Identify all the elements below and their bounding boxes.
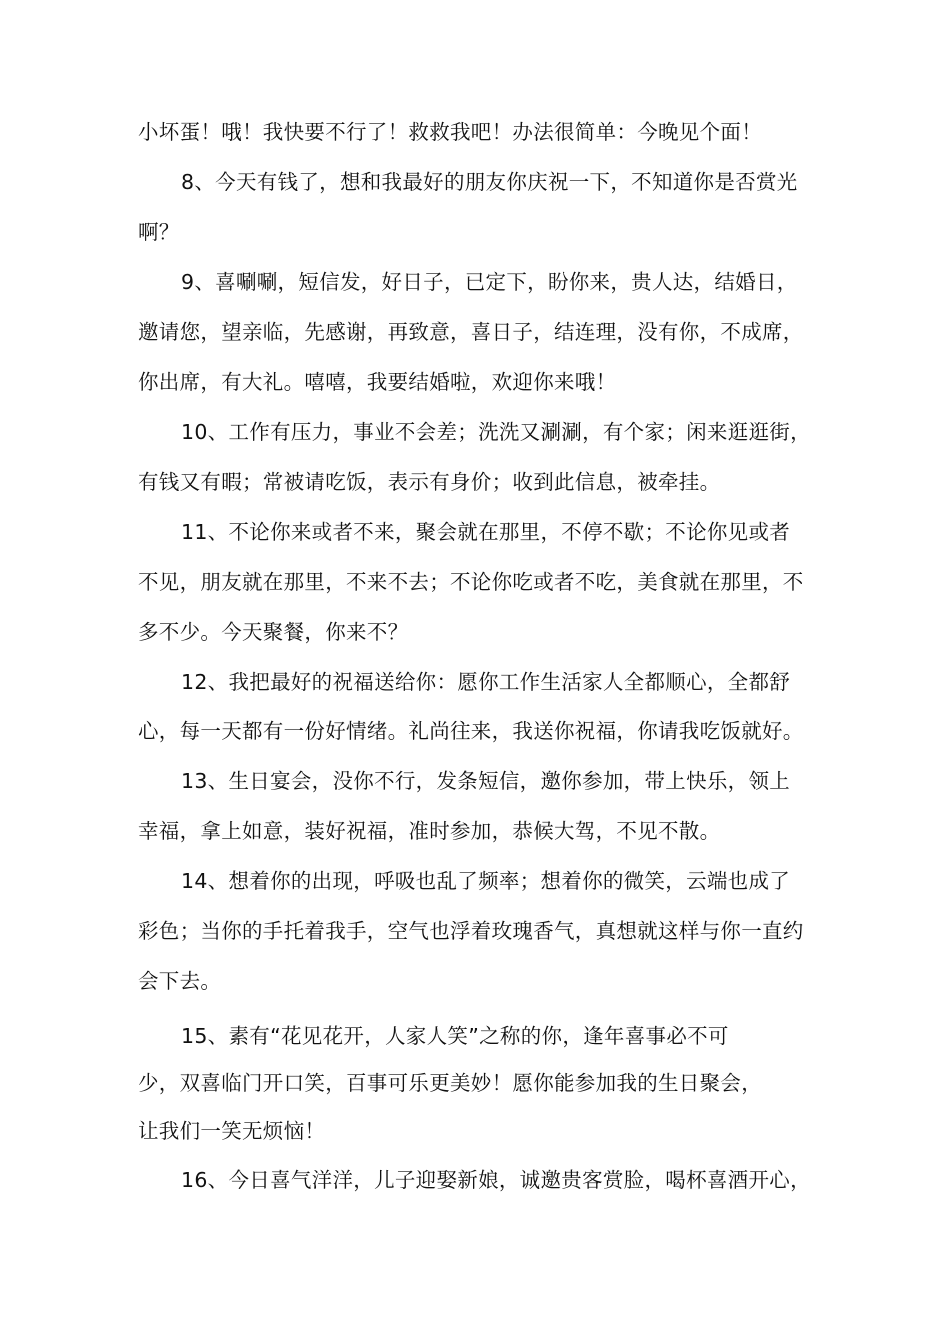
text-line: 彩色；当你的手托着我手，空气也浮着玫瑰香气，真想就这样与你一直约 xyxy=(138,919,804,943)
text-line: 邀请您，望亲临，先感谢，再致意，喜日子，结连理，没有你，不成席， xyxy=(138,320,804,344)
text-line: 心，每一天都有一份好情绪。礼尚往来，我送你祝福，你请我吃饭就好。 xyxy=(138,719,804,743)
text-line: 让我们一笑无烦恼！ xyxy=(138,1119,326,1143)
text-line: 不见，朋友就在那里，不来不去；不论你吃或者不吃，美食就在那里，不 xyxy=(138,570,804,594)
text-line: 幸福，拿上如意，装好祝福，准时参加，恭候大驾，不见不散。 xyxy=(138,819,721,843)
text-line: 10、工作有压力，事业不会差；洗洗又涮涮，有个家；闲来逛逛街， xyxy=(181,420,811,444)
text-line: 15、素有“花见花开，人家人笑”之称的你，逢年喜事必不可 xyxy=(181,1024,729,1048)
text-line: 少，双喜临门开口笑，百事可乐更美妙！愿你能参加我的生日聚会， xyxy=(138,1071,762,1095)
text-line: 8、今天有钱了，想和我最好的朋友你庆祝一下，不知道你是否赏光 xyxy=(181,170,798,194)
text-line: 9、喜唰唰，短信发，好日子，已定下，盼你来，贵人达，结婚日， xyxy=(181,270,798,294)
text-line: 14、想着你的出现，呼吸也乱了频率；想着你的微笑，云端也成了 xyxy=(181,869,791,893)
text-line: 11、不论你来或者不来，聚会就在那里，不停不歇；不论你见或者 xyxy=(181,520,791,544)
text-line: 多不少。今天聚餐，你来不？ xyxy=(138,620,409,644)
text-line: 会下去。 xyxy=(138,969,222,993)
text-line: 12、我把最好的祝福送给你：愿你工作生活家人全都顺心，全都舒 xyxy=(181,670,791,694)
text-line: 13、生日宴会，没你不行，发条短信，邀你参加，带上快乐，领上 xyxy=(181,769,791,793)
text-line: 小坏蛋！哦！我快要不行了！救救我吧！办法很简单：今晚见个面！ xyxy=(138,120,762,144)
text-line: 你出席，有大礼。嘻嘻，我要结婚啦，欢迎你来哦！ xyxy=(138,370,617,394)
text-line: 有钱又有暇；常被请吃饭，表示有身价；收到此信息，被牵挂。 xyxy=(138,470,721,494)
text-line: 16、今日喜气洋洋，儿子迎娶新娘，诚邀贵客赏脸，喝杯喜酒开心， xyxy=(181,1168,811,1192)
text-line: 啊？ xyxy=(138,220,180,244)
